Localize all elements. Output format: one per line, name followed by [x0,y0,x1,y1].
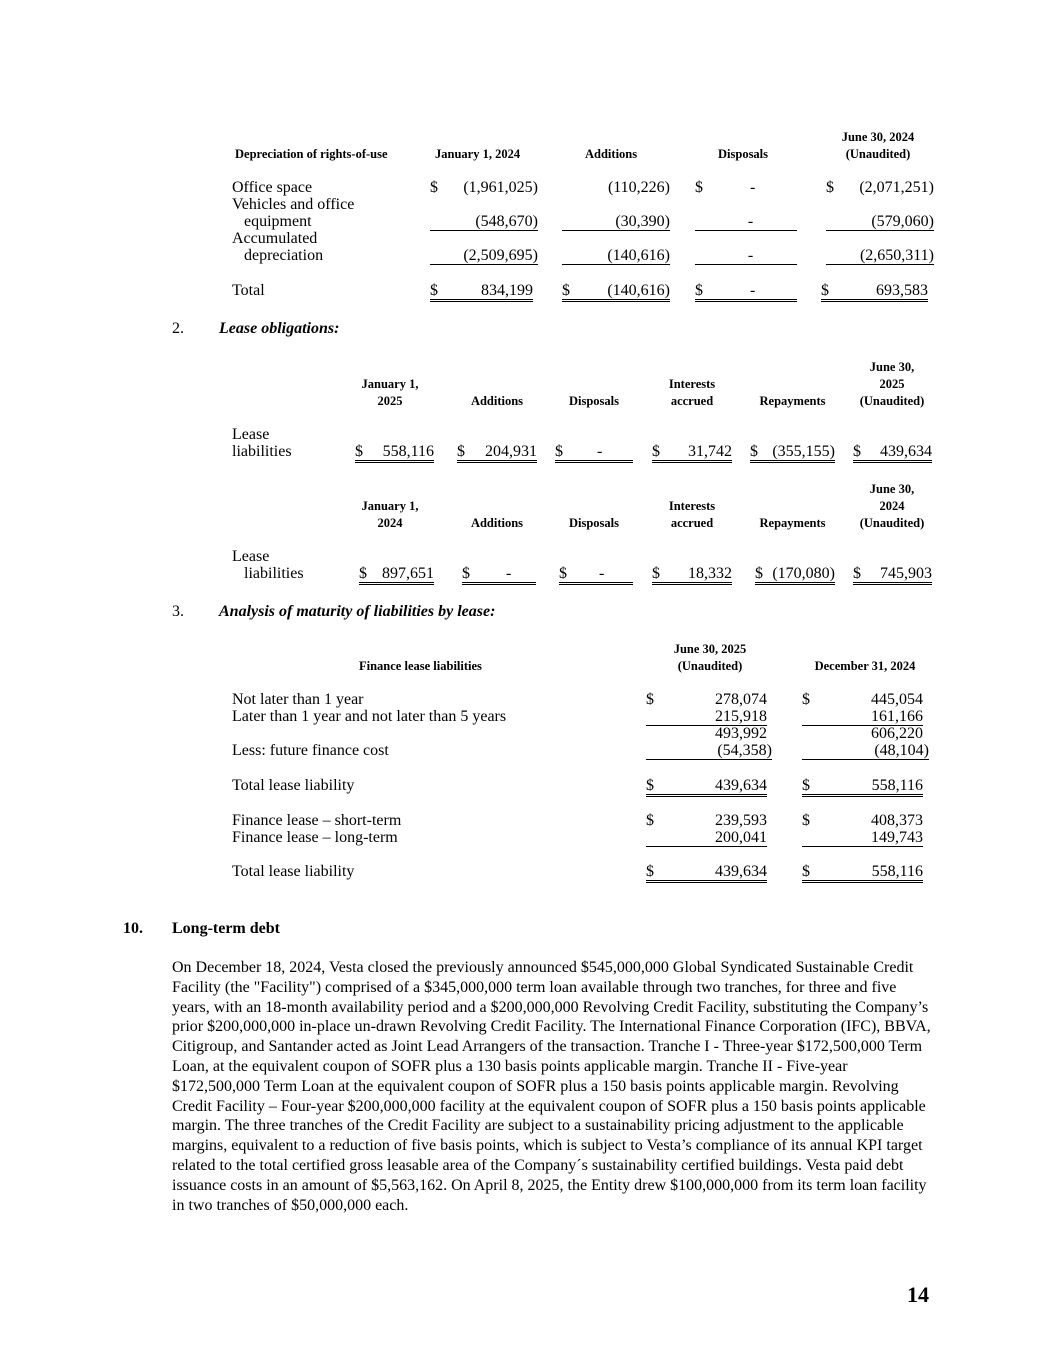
header-jan: January 1, [361,377,419,391]
row-label-cont: equipment [244,213,312,230]
value-cell [462,565,536,585]
value-cell: 606,220 [871,725,923,742]
row-label-cont: liabilities [244,565,304,582]
long-term-debt-paragraph: On December 18, 2024, Vesta closed the previously announced $545,000,000 Global Syndicated Sustainable Credit Facility (the "Facility") comprised of a $345,000,000 term loan available through two tranches, for three and five years, with an 18-month availability period and a $200,000,000 Revolving Credit Facility, substituting the Company’s prior $200,000,000 in-place un-drawn Revolving Credit Facility. The International Finance Corporation (IFC), BBVA, Citigroup, and Santander acted as Joint Lead Arrangers of the transaction. Tranche I - Three-year $172,500,000 Term Loan, at the equivalent coupon of SOFR plus a 130 basis points applicable margin. Tranche II - Five-year $172,500,000 Term Loan at the equivalent coupon of SOFR plus a 150 basis points applicable margin. Revolving Credit Facility – Four-year $200,000,000 facility at the equivalent coupon of SOFR plus a 150 basis points applicable margin. The three tranches of the Credit Facility are subject to a sustainability pricing adjustment to the applicable margins, equivalent to a reduction of five basis points, which is subject to Vesta’s compliance of its annual KPI target related to the total certified gross leasable area of the Company´s sustainability certified buildings. Vesta paid debt issuance costs in an amount of $5,563,162. On April 8, 2025, the Entity drew $100,000,000 from its term loan facility in two tranches of $50,000,000 each. [172,959,931,1214]
total-cell [646,863,767,883]
dollar-sign: $ [802,863,810,880]
row-label: Vehicles and office [232,196,355,213]
section-title: Lease obligations: [219,320,340,337]
value-cell: (140,616) [562,247,670,265]
dollar-sign: $ [646,812,654,829]
header-repayments: Repayments [759,516,826,530]
total-cell [562,282,670,302]
row-label: Not later than 1 year [232,691,364,708]
total-cell [802,777,923,797]
value-cell: - [750,282,756,299]
header-interests: Interests [668,377,716,391]
value-cell [755,565,835,585]
value-cell [555,443,633,463]
row-label: Accumulated [232,230,318,247]
value: 558,116 [871,777,923,794]
value-cell: 834,199 [481,282,533,299]
dollar-sign: $ [755,565,763,582]
total-cell [646,777,767,797]
total-cell [802,863,923,883]
value: 558,116 [382,443,434,460]
total-cell [430,282,533,302]
dollar-sign: $ [430,179,438,196]
value-cell: (48,104) [802,742,929,760]
row-label: Less: future finance cost [232,742,389,759]
dollar-sign: $ [853,443,861,460]
dollar-sign: $ [462,565,470,582]
value-cell: 693,583 [876,282,928,299]
total-cell [821,282,928,302]
value: 439,634 [880,443,932,460]
section-title: Analysis of maturity of liabilities by lease: [219,603,496,620]
header-december: December 31, 2024 [814,659,916,673]
dollar-sign: $ [359,565,367,582]
dollar-sign: $ [853,565,861,582]
value-cell: 408,373 [871,812,923,829]
dollar-sign: $ [826,179,834,196]
value: - [599,565,605,582]
header-accrued: accrued [670,516,714,530]
header-jan: January 1, [361,499,419,513]
value-cell: 200,041 [646,829,767,847]
value-cell [750,443,835,463]
row-label: Office space [232,179,313,196]
page-number: 14 [907,1282,929,1307]
row-label: Total lease liability [232,777,355,794]
value: - [506,565,512,582]
dollar-sign: $ [646,863,654,880]
dollar-sign: $ [750,443,758,460]
value-cell [652,443,732,463]
section-number: 10. [123,920,143,937]
value: 18,332 [688,565,732,582]
value: 439,634 [715,863,767,880]
row-label-cont: liabilities [232,443,292,460]
value-cell: 493,992 [715,725,767,742]
row-label: Lease [232,426,270,443]
depreciation-header-june: June 30, 2024 [841,130,915,144]
value-cell: (30,390) [562,213,670,231]
depreciation-header-additions: Additions [585,147,638,161]
value-cell: (2,650,311) [826,247,934,265]
value: 439,634 [715,777,767,794]
total-cell [695,282,797,302]
value-cell: (1,961,025) [463,179,538,196]
header-june: June 30, [869,360,915,374]
value-cell: 149,743 [802,829,923,847]
value-cell [359,565,434,585]
value-cell: - [695,213,797,231]
dollar-sign: $ [652,565,660,582]
depreciation-header-label: Depreciation of rights-of-use [235,147,388,161]
value: (170,080) [772,565,835,582]
value-cell: (2,509,695) [430,247,538,265]
header-june: June 30, [869,482,915,496]
row-label: Later than 1 year and not later than 5 years [232,708,507,725]
header-disposals: Disposals [568,516,620,530]
header-additions: Additions [470,516,524,530]
header-interests: Interests [668,499,716,513]
value: - [597,443,603,460]
value-cell [355,443,434,463]
header-jan-year: 2025 [377,394,403,408]
value-cell: (110,226) [607,179,670,196]
value-cell: (548,670) [430,213,538,231]
section-number: 2. [172,320,184,337]
value: (355,155) [772,443,835,460]
value: 558,116 [871,863,923,880]
header-unaudited: (Unaudited) [677,659,743,673]
value: 897,651 [382,565,434,582]
dollar-sign: $ [562,282,570,299]
value: 745,903 [880,565,932,582]
dollar-sign: $ [559,565,567,582]
header-repayments: Repayments [759,394,826,408]
header-accrued: accrued [670,394,714,408]
dollar-sign: $ [355,443,363,460]
row-label: Lease [232,548,270,565]
header-label: Finance lease liabilities [359,659,482,673]
value-cell: 445,054 [871,691,923,708]
value-cell: (140,616) [607,282,670,299]
section-title: Long-term debt [172,920,280,937]
value-cell [457,443,537,463]
section-number: 3. [172,603,184,620]
value: 31,742 [688,443,732,460]
dollar-sign: $ [802,812,810,829]
dollar-sign: $ [652,443,660,460]
value-cell: 239,593 [715,812,767,829]
header-unaudited: (Unaudited) [859,394,925,408]
header-june-year: 2024 [879,499,905,513]
header-unaudited: (Unaudited) [859,516,925,530]
dollar-sign: $ [695,179,703,196]
dollar-sign: $ [821,282,829,299]
row-label-cont: depreciation [244,247,324,264]
header-june: June 30, 2025 [673,642,747,656]
dollar-sign: $ [802,691,810,708]
dollar-sign: $ [457,443,465,460]
value-cell: (54,358) [646,742,772,760]
value-cell: 215,918 [646,708,767,726]
row-label: Total lease liability [232,863,355,880]
row-label: Finance lease – long-term [232,829,398,846]
header-disposals: Disposals [568,394,620,408]
row-label: Finance lease – short-term [232,812,402,829]
value-cell: (579,060) [826,213,934,231]
depreciation-header-jan: January 1, 2024 [435,147,521,161]
value-cell [559,565,633,585]
dollar-sign: $ [430,282,438,299]
depreciation-header-disposals: Disposals [718,147,769,161]
value-cell [652,565,732,585]
dollar-sign: $ [555,443,563,460]
dollar-sign: $ [802,777,810,794]
dollar-sign: $ [695,282,703,299]
depreciation-header-unaudited: (Unaudited) [845,147,911,161]
value-cell: - [750,179,756,196]
row-label: Total [232,282,265,299]
value-cell [853,443,932,463]
header-additions: Additions [470,394,524,408]
dollar-sign: $ [646,691,654,708]
value: 204,931 [485,443,537,460]
value-cell: 161,166 [802,708,923,726]
value-cell [853,565,932,585]
value-cell: - [695,247,797,265]
value-cell: 278,074 [715,691,767,708]
header-jan-year: 2024 [377,516,403,530]
dollar-sign: $ [646,777,654,794]
value-cell: (2,071,251) [859,179,934,196]
header-june-year: 2025 [879,377,905,391]
